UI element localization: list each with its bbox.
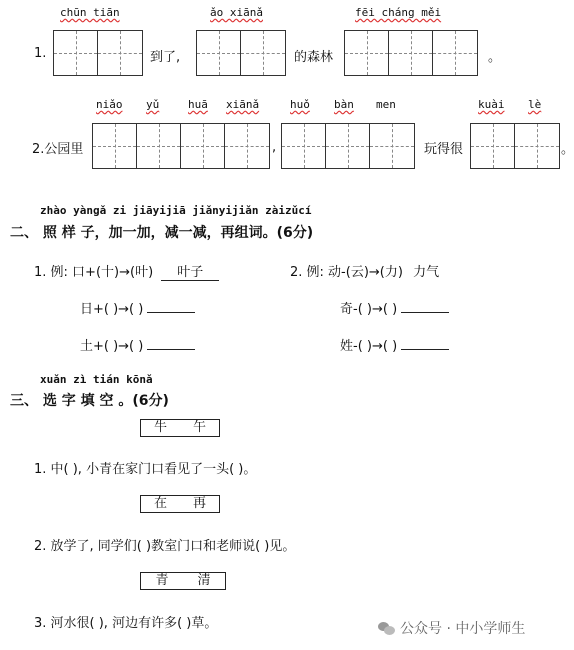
example-1-prefix: 1. 例: 口+( [34,265,102,280]
s2-row2-right[interactable] [340,335,449,354]
s2-row1-right[interactable] [340,298,449,317]
pinyin-feichangmei: fēi cháng měi [355,6,442,19]
grid-cell[interactable] [282,124,326,168]
example-2-word: 力气 [413,265,440,280]
example-2-part2: 力 [384,265,398,280]
answer-blank[interactable] [147,298,195,313]
grid-cell[interactable] [471,124,515,168]
choice-box-3 [140,572,226,590]
s2-row1-left-text: 日+( )→( ) [80,302,144,317]
writing-grid-2[interactable] [196,30,286,76]
example-2-close: ) [397,265,403,280]
s3-q3: 3. 河水很( ), 河边有许多( )草。 [34,616,218,631]
grid-cell[interactable] [181,124,225,168]
q1-text-daole: 到了, [150,50,181,65]
example-2-part1: 云 [350,265,364,280]
grid-cell[interactable] [370,124,414,168]
s3-q2: 2. 放学了, 同学们( )教室门口和老师说( )见。 [34,539,296,554]
s2-row1-left[interactable] [80,298,195,317]
section2-title: 二、 照 样 子，加一加，减一减，再组词。(6分) [10,225,314,241]
s2-row2-left[interactable] [80,335,195,354]
choice-box-2 [140,495,220,513]
example-2-prefix: 2. 例: 动-( [290,265,351,280]
grid-cell[interactable] [225,124,269,168]
q1-number: 1. [34,46,47,61]
q2-label: 2.公园里 [32,142,84,157]
wechat-icon [378,621,396,635]
writing-grid-3[interactable] [344,30,478,76]
example-1-part1: 十 [101,265,115,280]
example-1-mid: )→( [114,265,136,280]
choice-wu: 午 [192,420,206,435]
q1-text-senlin: 的森林 [294,50,334,65]
choice-box-1 [140,419,220,437]
example-1-part2: 叶 [135,265,149,280]
grid-cell[interactable] [389,31,433,75]
choice-zai: 在 [153,496,167,511]
q2-text: 玩得很 [424,142,464,157]
q2-period: 。 [561,142,574,157]
example-1-word: 叶子 [161,261,219,281]
pinyin-kuai: kuài [478,98,505,111]
watermark-text: 公众号 · 中小学师生 [400,621,526,637]
answer-blank[interactable] [401,335,449,350]
grid-cell[interactable] [326,124,370,168]
pinyin-guxiang: ǎo xiānǎ [210,6,263,19]
s2-row2-left-text: 土+( )→( ) [80,339,144,354]
answer-blank[interactable] [401,298,449,313]
q2-comma: , [272,140,277,155]
pinyin-men: men [376,98,396,111]
grid-cell[interactable] [93,124,137,168]
example-1-close: ) [148,265,154,280]
writing-grid-4[interactable] [92,123,270,169]
s2-row2-right-text: 姓-( )→( ) [340,339,398,354]
choice-niu: 牛 [153,420,167,435]
example-1 [34,261,219,281]
grid-cell[interactable] [433,31,477,75]
pinyin-xiang: xiānǎ [226,98,260,111]
example-2 [290,261,439,280]
grid-cell[interactable] [345,31,389,75]
s2-row1-right-text: 奇-( )→( ) [340,302,398,317]
choice-qing: 青 [155,573,169,588]
writing-grid-1[interactable] [53,30,143,76]
answer-blank[interactable] [147,335,195,350]
watermark [378,618,525,638]
pinyin-ban: bàn [334,98,354,111]
pinyin-chuntian: chūn tiān [60,6,120,19]
grid-cell[interactable] [241,31,285,75]
section3-title: 三、 选 字 填 空 。(6分) [10,393,169,409]
q1-period: 。 [488,50,502,65]
choice-zai2: 再 [192,496,206,511]
grid-cell[interactable] [54,31,98,75]
pinyin-le: lè [528,98,542,111]
grid-cell[interactable] [515,124,559,168]
section2-pinyin: zhào yàngǎ zi jiāyijiā jiǎnyijiǎn zàizǔcí [40,204,312,217]
pinyin-yu: yǔ [146,98,160,111]
pinyin-niao: niǎo [96,98,123,111]
section3-pinyin: xuǎn zì tián kōnǎ [40,373,153,386]
example-2-mid: )→( [363,265,385,280]
choice-qing2: 清 [197,573,211,588]
writing-grid-5[interactable] [281,123,415,169]
grid-cell[interactable] [137,124,181,168]
writing-grid-6[interactable] [470,123,560,169]
pinyin-huo: huǒ [290,98,310,111]
grid-cell[interactable] [98,31,142,75]
pinyin-hua: huā [188,98,208,111]
grid-cell[interactable] [197,31,241,75]
s3-q1: 1. 中( ), 小青在家门口看见了一头( )。 [34,462,257,477]
